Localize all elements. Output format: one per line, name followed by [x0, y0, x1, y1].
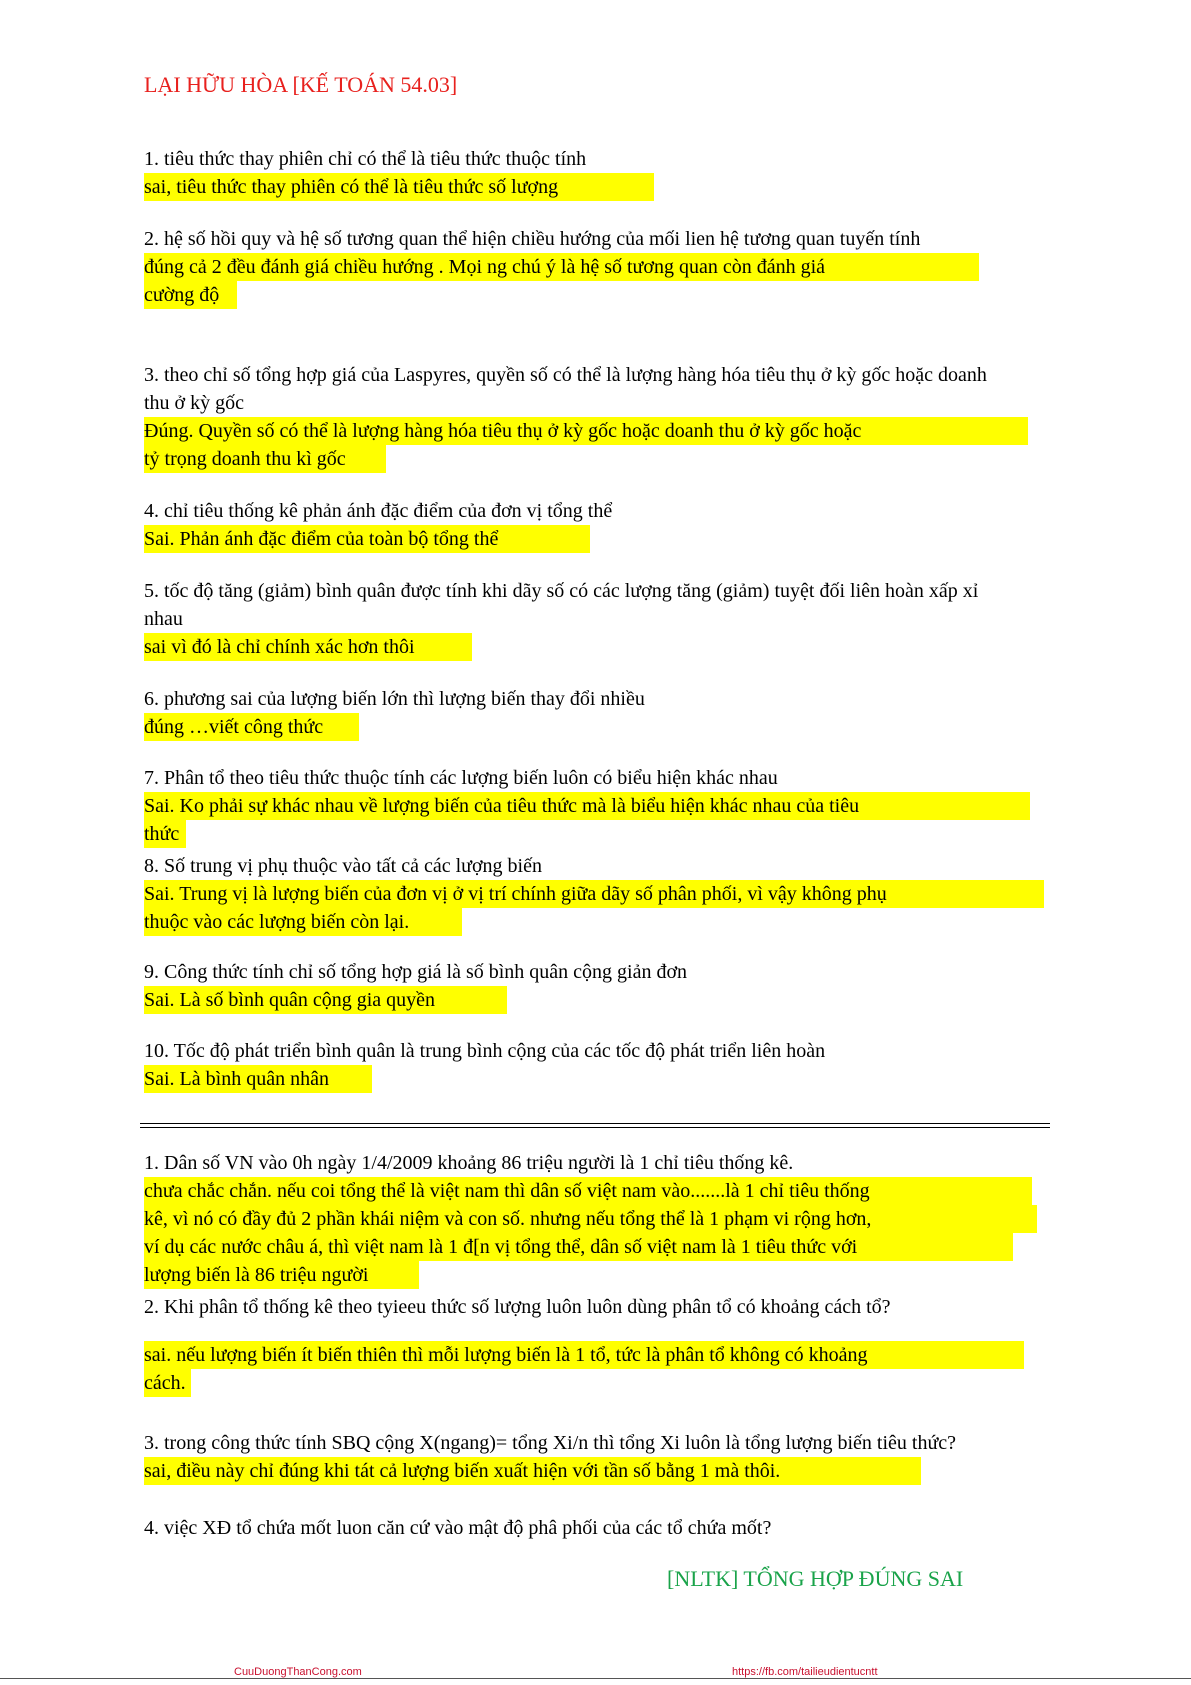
question: 3. trong công thức tính SBQ cộng X(ngang)= tổng Xi/n thì tổng Xi luôn là tổng lượng biến tiêu thức? — [144, 1432, 957, 1454]
question: 9. Công thức tính chỉ số tổng hợp giá là số bình quân cộng giản đơn — [144, 961, 688, 983]
question: 4. việc XĐ tổ chứa mốt luon căn cứ vào mật độ phâ phối của các tổ chứa mốt? — [144, 1517, 772, 1539]
answer-line: Đúng. Quyền số có thể là lượng hàng hóa tiêu thụ ở kỳ gốc hoặc doanh thu ở kỳ gốc hoặc — [144, 417, 1028, 445]
answer-line: sai, điều này chỉ đúng khi tát cả lượng biến xuất hiện với tần số bằng 1 mà thôi. — [144, 1457, 921, 1485]
qa2-item-4 — [144, 1514, 1044, 1542]
answer-line: sai vì đó là chỉ chính xác hơn thôi — [144, 633, 472, 661]
footer-title: [NLTK] TỔNG HỢP ĐÚNG SAI — [667, 1566, 964, 1591]
answer-line: Sai. Ko phải sự khác nhau về lượng biến của tiêu thức mà là biểu hiện khác nhau của tiêu — [144, 792, 1030, 820]
answer-line: cách. — [144, 1369, 191, 1397]
footer-rule — [0, 1678, 1191, 1679]
answer-line: đúng cả 2 đều đánh giá chiều hướng . Mọi ng chú ý là hệ số tương quan còn đánh giá — [144, 253, 979, 281]
answer-line: thức — [144, 820, 186, 848]
section-divider — [140, 1123, 1050, 1128]
answer-line: đúng …viết công thức — [144, 713, 359, 741]
answer-line: chưa chắc chắn. nếu coi tổng thể là việt nam thì dân số việt nam vào.......là 1 chỉ tiêu thống — [144, 1177, 1032, 1205]
question: 1. Dân số VN vào 0h ngày 1/4/2009 khoảng 86 triệu người là 1 chỉ tiêu thống kê. — [144, 1152, 794, 1174]
qa-item-10 — [144, 1037, 1044, 1093]
qa-item-8 — [144, 852, 1044, 936]
answer-line: sai, tiêu thức thay phiên có thể là tiêu thức số lượng — [144, 173, 654, 201]
answer-line: ví dụ các nước châu á, thì việt nam là 1 đ[n vị tổng thể, dân số việt nam là 1 tiêu thức với — [144, 1233, 1013, 1261]
question: 8. Số trung vị phụ thuộc vào tất cả các lượng biến — [144, 855, 542, 877]
question: 10. Tốc độ phát triển bình quân là trung bình cộng của các tốc độ phát triển liên hoàn — [144, 1040, 826, 1062]
question: 3. theo chỉ số tổng hợp giá của Laspyres, quyền số có thể là lượng hàng hóa tiêu thụ ở kỳ gốc hoặc doanh thu ở kỳ gốc — [144, 364, 987, 414]
document-title: LẠI HỮU HÒA [KẾ TOÁN 54.03] — [144, 72, 458, 97]
qa2-item-3 — [144, 1429, 974, 1485]
answer-line: thuộc vào các lượng biến còn lại. — [144, 908, 462, 936]
question: 2. Khi phân tổ thống kê theo tyieeu thức số lượng luôn luôn dùng phân tổ có khoảng cách tổ? — [144, 1296, 891, 1318]
answer-line: Sai. Là số bình quân cộng gia quyền — [144, 986, 507, 1014]
footer-watermark-left[interactable]: CuuDuongThanCong.com — [234, 1666, 362, 1678]
qa2-item-2 — [144, 1293, 944, 1397]
answer-line: Sai. Là bình quân nhân — [144, 1065, 372, 1093]
qa-item-3 — [144, 361, 994, 473]
qa-item-1 — [144, 145, 1044, 201]
qa-item-9 — [144, 958, 1044, 1014]
qa-item-5 — [144, 577, 994, 661]
answer-line: cường độ — [144, 281, 237, 309]
answer-line: Sai. Phản ánh đặc điểm của toàn bộ tổng thể — [144, 525, 590, 553]
answer-line: tỷ trọng doanh thu kì gốc — [144, 445, 386, 473]
question: 7. Phân tổ theo tiêu thức thuộc tính các lượng biến luôn có biểu hiện khác nhau — [144, 767, 778, 789]
answer-line: Sai. Trung vị là lượng biến của đơn vị ở vị trí chính giữa dãy số phân phối, vì vậy không phụ — [144, 880, 1044, 908]
qa-item-6 — [144, 685, 1044, 741]
question: 5. tốc độ tăng (giảm) bình quân được tính khi dãy số có các lượng tăng (giảm) tuyệt đối liên hoàn xấp xỉ nhau — [144, 580, 979, 630]
question: 6. phương sai của lượng biến lớn thì lượng biến thay đổi nhiều — [144, 688, 645, 710]
answer-line: kê, vì nó có đầy đủ 2 phần khái niệm và con số. nhưng nếu tổng thể là 1 phạm vi rộng hơn, — [144, 1205, 1037, 1233]
question: 4. chỉ tiêu thống kê phản ánh đặc điểm của đơn vị tổng thể — [144, 500, 613, 522]
question: 1. tiêu thức thay phiên chỉ có thể là tiêu thức thuộc tính — [144, 148, 587, 170]
qa-item-4 — [144, 497, 1044, 553]
qa-item-7 — [144, 764, 1044, 848]
answer-line: lượng biến là 86 triệu người — [144, 1261, 419, 1289]
answer-line: sai. nếu lượng biến ít biến thiên thì mỗi lượng biến là 1 tổ, tức là phân tổ không có khoảng — [144, 1341, 1024, 1369]
footer-watermark-right[interactable]: https://fb.com/tailieudientucntt — [732, 1666, 878, 1678]
qa2-item-1 — [144, 1149, 1044, 1289]
qa-item-2 — [144, 225, 944, 309]
question: 2. hệ số hồi quy và hệ số tương quan thể hiện chiều hướng của mối lien hệ tương quan tuyến tính — [144, 228, 921, 250]
